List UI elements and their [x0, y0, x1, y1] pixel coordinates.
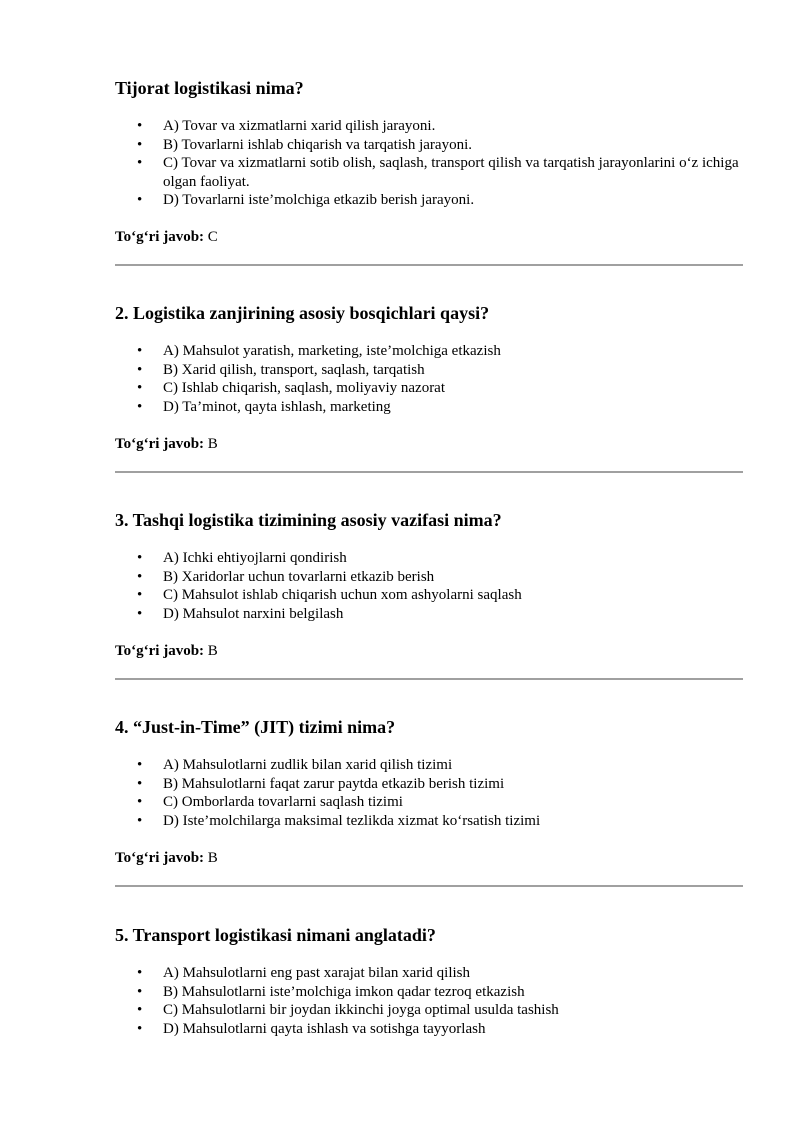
- divider: [115, 885, 743, 887]
- bullet-icon: •: [137, 794, 143, 810]
- answer-value: C: [207, 229, 218, 245]
- question-title: 5. Transport logistikasi nimani anglatadi?: [115, 925, 436, 945]
- bullet-icon: •: [137, 568, 143, 585]
- answer-label: To‘g‘ri javob:: [115, 850, 205, 866]
- answer-label: To‘g‘ri javob:: [115, 229, 205, 245]
- correct-answer: [115, 642, 218, 660]
- question-5: [115, 924, 743, 1038]
- question-title: 4. “Just-in-Time” (JIT) tizimi nima?: [115, 717, 396, 737]
- list-item: • C) Tovar va xizmatlarni sotib olish, saqlash, transport qilish va tarqatish jarayonlarini o‘z ichiga olgan faoliyat.: [137, 155, 739, 190]
- question-title: 2. Logistika zanjirining asosiy bosqichlari qaysi?: [115, 303, 490, 323]
- correct-answer: [115, 228, 218, 246]
- answer-value: B: [207, 850, 218, 866]
- divider: [115, 471, 743, 473]
- list-item: • B) Mahsulotlarni iste’molchiga imkon qadar tezroq etkazish: [137, 983, 525, 1000]
- list-item: • D) Iste’molchilarga maksimal tezlikda xizmat ko‘rsatish tizimi: [137, 812, 541, 829]
- list-item: • C) Ishlab chiqarish, saqlash, moliyaviy nazorat: [137, 380, 446, 396]
- bullet-icon: •: [137, 361, 143, 378]
- option-list: [115, 964, 743, 1038]
- question-4: [115, 716, 743, 830]
- list-item: • A) Mahsulotlarni zudlik bilan xarid qilish tizimi: [137, 757, 453, 773]
- bullet-icon: •: [137, 983, 143, 1000]
- answer-label: To‘g‘ri javob:: [115, 436, 205, 452]
- option-list: [115, 117, 743, 210]
- bullet-icon: •: [137, 587, 143, 603]
- answer-value: B: [207, 643, 218, 659]
- question-3: [115, 509, 743, 623]
- list-item: • B) Mahsulotlarni faqat zarur paytda etkazib berish tizimi: [137, 775, 505, 792]
- bullet-icon: •: [137, 1002, 143, 1018]
- list-item: • D) Tovarlarni iste’molchiga etkazib berish jarayoni.: [137, 192, 475, 208]
- bullet-icon: •: [137, 812, 143, 829]
- bullet-icon: •: [137, 192, 143, 208]
- bullet-icon: •: [137, 380, 143, 396]
- list-item: • A) Mahsulot yaratish, marketing, iste’molchiga etkazish: [137, 343, 501, 359]
- option-list: [115, 756, 743, 830]
- divider: [115, 264, 743, 266]
- list-item: • B) Xarid qilish, transport, saqlash, tarqatish: [137, 361, 425, 378]
- list-item: • A) Mahsulotlarni eng past xarajat bilan xarid qilish: [137, 965, 471, 981]
- question-title: Tijorat logistikasi nima?: [115, 78, 304, 98]
- list-item: • A) Ichki ehtiyojlarni qondirish: [137, 550, 347, 566]
- bullet-icon: •: [137, 550, 143, 566]
- bullet-icon: •: [137, 775, 143, 792]
- bullet-icon: •: [137, 1020, 143, 1037]
- option-list: [115, 549, 743, 623]
- bullet-icon: •: [137, 118, 143, 134]
- list-item: • D) Mahsulotlarni qayta ishlash va sotishga tayyorlash: [137, 1020, 486, 1037]
- answer-value: B: [207, 436, 218, 452]
- correct-answer: [115, 435, 218, 453]
- list-item: • C) Omborlarda tovarlarni saqlash tizimi: [137, 794, 403, 810]
- list-item: • C) Mahsulotlarni bir joydan ikkinchi joyga optimal usulda tashish: [137, 1002, 559, 1018]
- bullet-icon: •: [137, 398, 143, 415]
- list-item: • D) Ta’minot, qayta ishlash, marketing: [137, 398, 391, 415]
- list-item: • B) Tovarlarni ishlab chiqarish va tarqatish jarayoni.: [137, 136, 473, 153]
- correct-answer: [115, 849, 218, 867]
- question-title: 3. Tashqi logistika tizimining asosiy vazifasi nima?: [115, 510, 502, 530]
- bullet-icon: •: [137, 965, 143, 981]
- bullet-icon: •: [137, 155, 143, 171]
- list-item: • C) Mahsulot ishlab chiqarish uchun xom ashyolarni saqlash: [137, 587, 522, 603]
- divider: [115, 678, 743, 680]
- question-2: [115, 302, 743, 416]
- bullet-icon: •: [137, 605, 143, 622]
- answer-label: To‘g‘ri javob:: [115, 643, 205, 659]
- list-item: • B) Xaridorlar uchun tovarlarni etkazib berish: [137, 568, 435, 585]
- list-item: • A) Tovar va xizmatlarni xarid qilish jarayoni.: [137, 118, 436, 134]
- question-1: [115, 77, 743, 210]
- bullet-icon: •: [137, 757, 143, 773]
- option-list: [115, 342, 743, 416]
- bullet-icon: •: [137, 136, 143, 153]
- list-item: • D) Mahsulot narxini belgilash: [137, 605, 344, 622]
- bullet-icon: •: [137, 343, 143, 359]
